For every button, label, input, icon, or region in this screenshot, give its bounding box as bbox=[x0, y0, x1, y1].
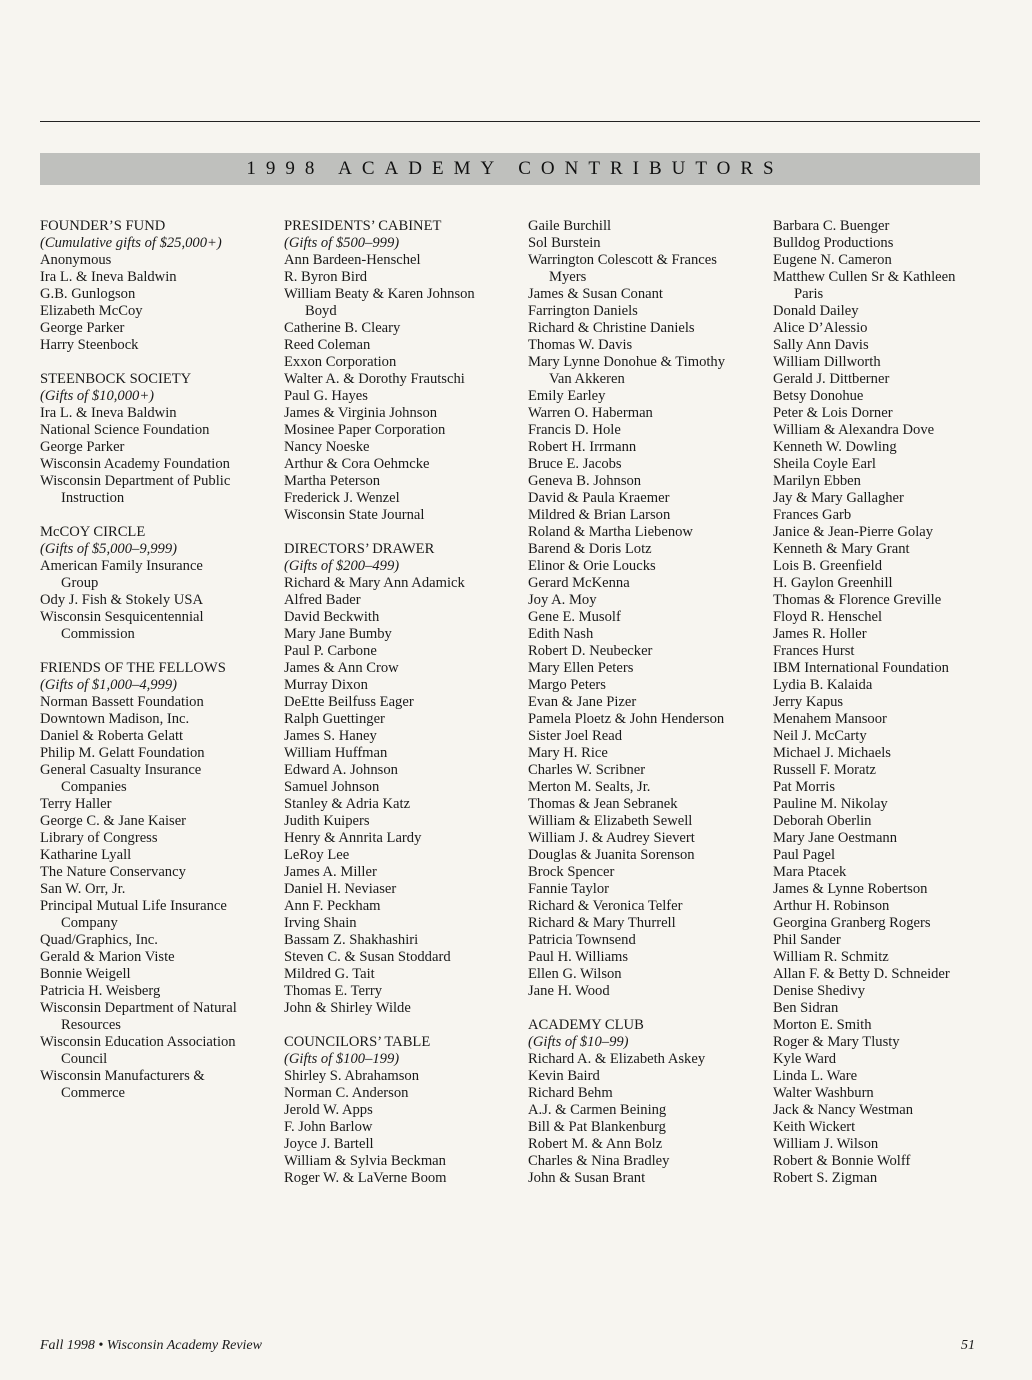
contributor-name: Alice D’Alessio bbox=[773, 320, 868, 336]
contributor-name: Bill & Pat Blankenburg bbox=[528, 1119, 666, 1135]
contributor-name: Company bbox=[61, 915, 118, 931]
contributor-name: Robert S. Zigman bbox=[773, 1170, 878, 1186]
contributor-name: Francis D. Hole bbox=[528, 422, 621, 438]
contributor-name: LeRoy Lee bbox=[284, 847, 350, 863]
contributor-name: Marilyn Ebben bbox=[773, 473, 861, 489]
contributor-name: James R. Holler bbox=[773, 626, 867, 642]
contributor-name: Kenneth W. Dowling bbox=[773, 439, 897, 455]
contributor-section bbox=[40, 371, 280, 507]
contributor-section bbox=[40, 524, 280, 643]
column-4 bbox=[773, 218, 1013, 1187]
contributor-name: Roger W. & LaVerne Boom bbox=[284, 1170, 447, 1186]
contributor-name: Lois B. Greenfield bbox=[773, 558, 883, 574]
contributor-name: General Casualty Insurance bbox=[40, 762, 202, 778]
section-banner bbox=[40, 153, 980, 185]
banner-title: 1998 ACADEMY CONTRIBUTORS bbox=[246, 158, 784, 179]
contributor-name: Norman Bassett Foundation bbox=[40, 694, 204, 710]
section-heading: ACADEMY CLUB bbox=[528, 1017, 644, 1033]
contributor-name: William & Alexandra Dove bbox=[773, 422, 935, 438]
contributor-name: John & Shirley Wilde bbox=[284, 1000, 411, 1016]
contributor-name: Richard Behm bbox=[528, 1085, 613, 1101]
contributor-name: H. Gaylon Greenhill bbox=[773, 575, 893, 591]
contributor-name: Shirley S. Abrahamson bbox=[284, 1068, 419, 1084]
contributor-name: Robert & Bonnie Wolff bbox=[773, 1153, 911, 1169]
contributor-name: IBM International Foundation bbox=[773, 660, 949, 676]
contributor-name: Mary Jane Bumby bbox=[284, 626, 392, 642]
contributor-name: Allan F. & Betty D. Schneider bbox=[773, 966, 950, 982]
contributor-name: Menahem Mansoor bbox=[773, 711, 887, 727]
contributor-name: David & Paula Kraemer bbox=[528, 490, 670, 506]
contributor-name: Mary H. Rice bbox=[528, 745, 608, 761]
contributor-name: Deborah Oberlin bbox=[773, 813, 872, 829]
contributor-section bbox=[284, 218, 524, 524]
contributor-name: Myers bbox=[549, 269, 587, 285]
contributor-name: Lydia B. Kalaida bbox=[773, 677, 873, 693]
contributor-name: Thomas & Jean Sebranek bbox=[528, 796, 678, 812]
contributor-name: Gerald J. Dittberner bbox=[773, 371, 890, 387]
contributor-name: Sheila Coyle Earl bbox=[773, 456, 876, 472]
contributor-name: Wisconsin State Journal bbox=[284, 507, 425, 523]
contributor-name: Thomas & Florence Greville bbox=[773, 592, 942, 608]
contributor-name: Philip M. Gelatt Foundation bbox=[40, 745, 205, 761]
contributor-name: Samuel Johnson bbox=[284, 779, 380, 795]
contributor-section bbox=[528, 218, 768, 1000]
contributor-name: Van Akkeren bbox=[549, 371, 625, 387]
contributor-name: Margo Peters bbox=[528, 677, 606, 693]
contributor-name: Bonnie Weigell bbox=[40, 966, 131, 982]
contributor-name: Frances Hurst bbox=[773, 643, 855, 659]
contributor-section bbox=[284, 541, 524, 1017]
contributor-name: Mary Ellen Peters bbox=[528, 660, 634, 676]
contributor-name: Donald Dailey bbox=[773, 303, 859, 319]
contributor-name: Robert M. & Ann Bolz bbox=[528, 1136, 663, 1152]
contributor-name: Matthew Cullen Sr & Kathleen bbox=[773, 269, 956, 285]
contributor-name: Harry Steenbock bbox=[40, 337, 139, 353]
contributor-name: Reed Coleman bbox=[284, 337, 371, 353]
contributor-name: William Beaty & Karen Johnson bbox=[284, 286, 475, 302]
contributor-name: Robert H. Irrmann bbox=[528, 439, 637, 455]
contributor-name: Jane H. Wood bbox=[528, 983, 610, 999]
contributor-section bbox=[528, 1017, 768, 1187]
contributor-name: Martha Peterson bbox=[284, 473, 381, 489]
contributor-name: James & Susan Conant bbox=[528, 286, 663, 302]
contributor-name: R. Byron Bird bbox=[284, 269, 368, 285]
contributor-name: Ann Bardeen-Henschel bbox=[284, 252, 421, 268]
contributor-name: John & Susan Brant bbox=[528, 1170, 646, 1186]
contributor-name: Ira L. & Ineva Baldwin bbox=[40, 269, 177, 285]
contributor-name: Richard & Veronica Telfer bbox=[528, 898, 683, 914]
contributor-name: Alfred Bader bbox=[284, 592, 361, 608]
contributor-section bbox=[284, 1034, 524, 1187]
section-gift-range: (Gifts of $5,000–9,999) bbox=[40, 541, 178, 557]
section-gift-range: (Gifts of $1,000–4,999) bbox=[40, 677, 178, 693]
contributor-name: Terry Haller bbox=[40, 796, 112, 812]
contributor-name: William & Elizabeth Sewell bbox=[528, 813, 693, 829]
contributor-name: Geneva B. Johnson bbox=[528, 473, 642, 489]
contributor-name: Paul Pagel bbox=[773, 847, 836, 863]
contributor-name: James & Ann Crow bbox=[284, 660, 399, 676]
contributor-name: Norman C. Anderson bbox=[284, 1085, 409, 1101]
page-number: 51 bbox=[961, 1338, 975, 1353]
footer-publication: Fall 1998 • Wisconsin Academy Review bbox=[40, 1338, 262, 1353]
contributor-name: Barbara C. Buenger bbox=[773, 218, 890, 234]
contributor-name: Wisconsin Department of Natural bbox=[40, 1000, 237, 1016]
contributor-name: Mary Lynne Donohue & Timothy bbox=[528, 354, 726, 370]
contributor-name: Stanley & Adria Katz bbox=[284, 796, 411, 812]
section-heading: COUNCILORS’ TABLE bbox=[284, 1034, 431, 1050]
contributor-name: Robert D. Neubecker bbox=[528, 643, 653, 659]
contributor-name: Thomas E. Terry bbox=[284, 983, 383, 999]
contributor-name: Patricia H. Weisberg bbox=[40, 983, 161, 999]
contributor-name: Pamela Ploetz & John Henderson bbox=[528, 711, 725, 727]
contributor-name: Kevin Baird bbox=[528, 1068, 600, 1084]
contributor-name: Sally Ann Davis bbox=[773, 337, 869, 353]
contributor-name: Instruction bbox=[61, 490, 125, 506]
contributor-name: The Nature Conservancy bbox=[40, 864, 186, 880]
contributor-section bbox=[40, 660, 280, 1102]
contributor-name: Douglas & Juanita Sorenson bbox=[528, 847, 695, 863]
contributor-name: Katharine Lyall bbox=[40, 847, 132, 863]
contributor-name: William & Sylvia Beckman bbox=[284, 1153, 446, 1169]
contributor-name: Wisconsin Education Association bbox=[40, 1034, 236, 1050]
contributor-name: Sister Joel Read bbox=[528, 728, 623, 744]
contributor-name: Anonymous bbox=[40, 252, 112, 268]
contributor-name: Phil Sander bbox=[773, 932, 841, 948]
contributor-name: Patricia Townsend bbox=[528, 932, 636, 948]
contributor-name: Downtown Madison, Inc. bbox=[40, 711, 190, 727]
contributor-name: Paul G. Hayes bbox=[284, 388, 368, 404]
section-gift-range: (Gifts of $500–999) bbox=[284, 235, 400, 251]
section-gift-range: (Gifts of $200–499) bbox=[284, 558, 400, 574]
contributor-name: Gene E. Musolf bbox=[528, 609, 621, 625]
contributor-name: Edith Nash bbox=[528, 626, 594, 642]
section-heading: FOUNDER’S FUND bbox=[40, 218, 166, 234]
contributor-name: Ben Sidran bbox=[773, 1000, 839, 1016]
contributor-name: James & Virginia Johnson bbox=[284, 405, 438, 421]
contributor-name: Mara Ptacek bbox=[773, 864, 847, 880]
contributor-name: Commission bbox=[61, 626, 135, 642]
contributor-name: Commerce bbox=[61, 1085, 126, 1101]
contributor-name: Roland & Martha Liebenow bbox=[528, 524, 693, 540]
contributor-name: Irving Shain bbox=[284, 915, 357, 931]
contributor-name: G.B. Gunlogson bbox=[40, 286, 136, 302]
contributor-name: Mildred & Brian Larson bbox=[528, 507, 671, 523]
contributor-name: Gerard McKenna bbox=[528, 575, 630, 591]
section-gift-range: (Gifts of $100–199) bbox=[284, 1051, 400, 1067]
contributor-name: Kenneth & Mary Grant bbox=[773, 541, 910, 557]
contributor-name: George C. & Jane Kaiser bbox=[40, 813, 187, 829]
contributor-name: Nancy Noeske bbox=[284, 439, 370, 455]
contributor-name: Evan & Jane Pizer bbox=[528, 694, 637, 710]
contributor-name: James & Lynne Robertson bbox=[773, 881, 928, 897]
contributor-name: Jay & Mary Gallagher bbox=[773, 490, 904, 506]
contributor-name: Brock Spencer bbox=[528, 864, 615, 880]
contributor-name: Jerold W. Apps bbox=[284, 1102, 373, 1118]
contributor-name: Pauline M. Nikolay bbox=[773, 796, 888, 812]
contributor-name: Boyd bbox=[305, 303, 337, 319]
contributor-name: Walter Washburn bbox=[773, 1085, 874, 1101]
contributor-name: A.J. & Carmen Beining bbox=[528, 1102, 667, 1118]
contributor-name: William J. Wilson bbox=[773, 1136, 879, 1152]
contributor-name: Ira L. & Ineva Baldwin bbox=[40, 405, 177, 421]
contributor-name: Mildred G. Tait bbox=[284, 966, 375, 982]
section-gift-range: (Cumulative gifts of $25,000+) bbox=[40, 235, 222, 251]
contributor-name: Frederick J. Wenzel bbox=[284, 490, 400, 506]
contributor-name: Paul H. Williams bbox=[528, 949, 629, 965]
contributor-name: Merton M. Sealts, Jr. bbox=[528, 779, 651, 795]
contributor-name: Sol Burstein bbox=[528, 235, 601, 251]
column-2 bbox=[284, 218, 524, 1187]
contributor-name: Warrington Colescott & Frances bbox=[528, 252, 717, 268]
contributor-name: Elinor & Orie Loucks bbox=[528, 558, 656, 574]
contributor-name: William R. Schmitz bbox=[773, 949, 889, 965]
section-heading: FRIENDS OF THE FELLOWS bbox=[40, 660, 226, 676]
contributor-name: Steven C. & Susan Stoddard bbox=[284, 949, 451, 965]
contributor-name: Ann F. Peckham bbox=[284, 898, 381, 914]
contributor-name: Bulldog Productions bbox=[773, 235, 894, 251]
contributor-name: James A. Miller bbox=[284, 864, 377, 880]
contributor-name: Arthur & Cora Oehmcke bbox=[284, 456, 430, 472]
contributor-name: DeEtte Beilfuss Eager bbox=[284, 694, 414, 710]
contributor-name: Frances Garb bbox=[773, 507, 852, 523]
contributor-name: Arthur H. Robinson bbox=[773, 898, 890, 914]
contributor-name: Henry & Annrita Lardy bbox=[284, 830, 422, 846]
column-3 bbox=[528, 218, 768, 1187]
contributor-name: Pat Morris bbox=[773, 779, 836, 795]
contributor-name: Wisconsin Academy Foundation bbox=[40, 456, 230, 472]
contributor-name: Wisconsin Sesquicentennial bbox=[40, 609, 204, 625]
section-heading: McCOY CIRCLE bbox=[40, 524, 146, 540]
contributor-name: American Family Insurance bbox=[40, 558, 203, 574]
contributor-name: Eugene N. Cameron bbox=[773, 252, 892, 268]
contributor-name: Wisconsin Manufacturers & bbox=[40, 1068, 205, 1084]
contributor-section bbox=[773, 218, 1013, 1187]
contributor-name: Georgina Granberg Rogers bbox=[773, 915, 931, 931]
contributor-name: Richard A. & Elizabeth Askey bbox=[528, 1051, 706, 1067]
contributor-name: Russell F. Moratz bbox=[773, 762, 877, 778]
contributor-name: Morton E. Smith bbox=[773, 1017, 872, 1033]
contributor-name: Murray Dixon bbox=[284, 677, 368, 693]
contributor-name: Bassam Z. Shakhashiri bbox=[284, 932, 419, 948]
contributor-name: Exxon Corporation bbox=[284, 354, 397, 370]
contributor-name: Judith Kuipers bbox=[284, 813, 370, 829]
contributor-name: Jack & Nancy Westman bbox=[773, 1102, 913, 1118]
contributor-name: Jerry Kapus bbox=[773, 694, 844, 710]
section-heading: DIRECTORS’ DRAWER bbox=[284, 541, 435, 557]
contributor-name: Roger & Mary Tlusty bbox=[773, 1034, 900, 1050]
contributor-name: National Science Foundation bbox=[40, 422, 210, 438]
contributor-name: Quad/Graphics, Inc. bbox=[40, 932, 158, 948]
contributor-name: Council bbox=[61, 1051, 108, 1067]
section-heading: PRESIDENTS’ CABINET bbox=[284, 218, 442, 234]
contributor-section bbox=[40, 218, 280, 354]
contributor-name: Keith Wickert bbox=[773, 1119, 856, 1135]
contributor-name: Charles & Nina Bradley bbox=[528, 1153, 670, 1169]
contributor-name: Elizabeth McCoy bbox=[40, 303, 143, 319]
contributor-name: Gerald & Marion Viste bbox=[40, 949, 175, 965]
contributor-name: Paul P. Carbone bbox=[284, 643, 377, 659]
contributor-name: Richard & Christine Daniels bbox=[528, 320, 695, 336]
contributor-name: Joyce J. Bartell bbox=[284, 1136, 374, 1152]
contributor-name: Daniel & Roberta Gelatt bbox=[40, 728, 184, 744]
contributor-name: Walter A. & Dorothy Frautschi bbox=[284, 371, 465, 387]
contributor-name: Ody J. Fish & Stokely USA bbox=[40, 592, 203, 608]
contributor-name: Denise Shedivy bbox=[773, 983, 866, 999]
contributor-name: Richard & Mary Thurrell bbox=[528, 915, 676, 931]
top-rule bbox=[40, 121, 980, 122]
contributor-name: Wisconsin Department of Public bbox=[40, 473, 231, 489]
contributor-name: Companies bbox=[61, 779, 127, 795]
contributor-name: Farrington Daniels bbox=[528, 303, 638, 319]
contributor-name: Catherine B. Cleary bbox=[284, 320, 401, 336]
contributor-name: Daniel H. Neviaser bbox=[284, 881, 397, 897]
contributor-name: Richard & Mary Ann Adamick bbox=[284, 575, 465, 591]
contributor-name: George Parker bbox=[40, 320, 125, 336]
contributor-name: Edward A. Johnson bbox=[284, 762, 398, 778]
contributor-name: F. John Barlow bbox=[284, 1119, 373, 1135]
contributor-name: Fannie Taylor bbox=[528, 881, 609, 897]
contributor-name: Barend & Doris Lotz bbox=[528, 541, 652, 557]
section-gift-range: (Gifts of $10–99) bbox=[528, 1034, 629, 1050]
contributor-name: Mary Jane Oestmann bbox=[773, 830, 898, 846]
contributor-name: Emily Earley bbox=[528, 388, 606, 404]
contributor-name: Floyd R. Henschel bbox=[773, 609, 883, 625]
contributor-name: Betsy Donohue bbox=[773, 388, 864, 404]
contributor-name: George Parker bbox=[40, 439, 125, 455]
contributor-name: William Dillworth bbox=[773, 354, 881, 370]
column-1 bbox=[40, 218, 280, 1102]
contributor-name: David Beckwith bbox=[284, 609, 380, 625]
contributor-name: James S. Haney bbox=[284, 728, 377, 744]
section-gift-range: (Gifts of $10,000+) bbox=[40, 388, 155, 404]
contributor-name: Joy A. Moy bbox=[528, 592, 597, 608]
contributor-name: Paris bbox=[794, 286, 824, 302]
contributor-name: William J. & Audrey Sievert bbox=[528, 830, 695, 846]
contributor-name: San W. Orr, Jr. bbox=[40, 881, 126, 897]
contributor-name: Gaile Burchill bbox=[528, 218, 612, 234]
contributor-name: William Huffman bbox=[284, 745, 388, 761]
contributor-name: Michael J. Michaels bbox=[773, 745, 891, 761]
contributor-name: Thomas W. Davis bbox=[528, 337, 633, 353]
contributor-name: Neil J. McCarty bbox=[773, 728, 867, 744]
contributor-name: Ellen G. Wilson bbox=[528, 966, 622, 982]
contributor-name: Janice & Jean-Pierre Golay bbox=[773, 524, 934, 540]
contributor-name: Peter & Lois Dorner bbox=[773, 405, 893, 421]
contributor-name: Ralph Guettinger bbox=[284, 711, 385, 727]
section-heading: STEENBOCK SOCIETY bbox=[40, 371, 192, 387]
contributor-name: Bruce E. Jacobs bbox=[528, 456, 622, 472]
contributor-name: Kyle Ward bbox=[773, 1051, 836, 1067]
contributor-name: Group bbox=[61, 575, 99, 591]
contributor-name: Principal Mutual Life Insurance bbox=[40, 898, 227, 914]
contributor-name: Charles W. Scribner bbox=[528, 762, 646, 778]
contributor-name: Resources bbox=[61, 1017, 121, 1033]
contributor-name: Warren O. Haberman bbox=[528, 405, 653, 421]
contributor-name: Mosinee Paper Corporation bbox=[284, 422, 446, 438]
contributor-name: Library of Congress bbox=[40, 830, 158, 846]
contributor-name: Linda L. Ware bbox=[773, 1068, 858, 1084]
